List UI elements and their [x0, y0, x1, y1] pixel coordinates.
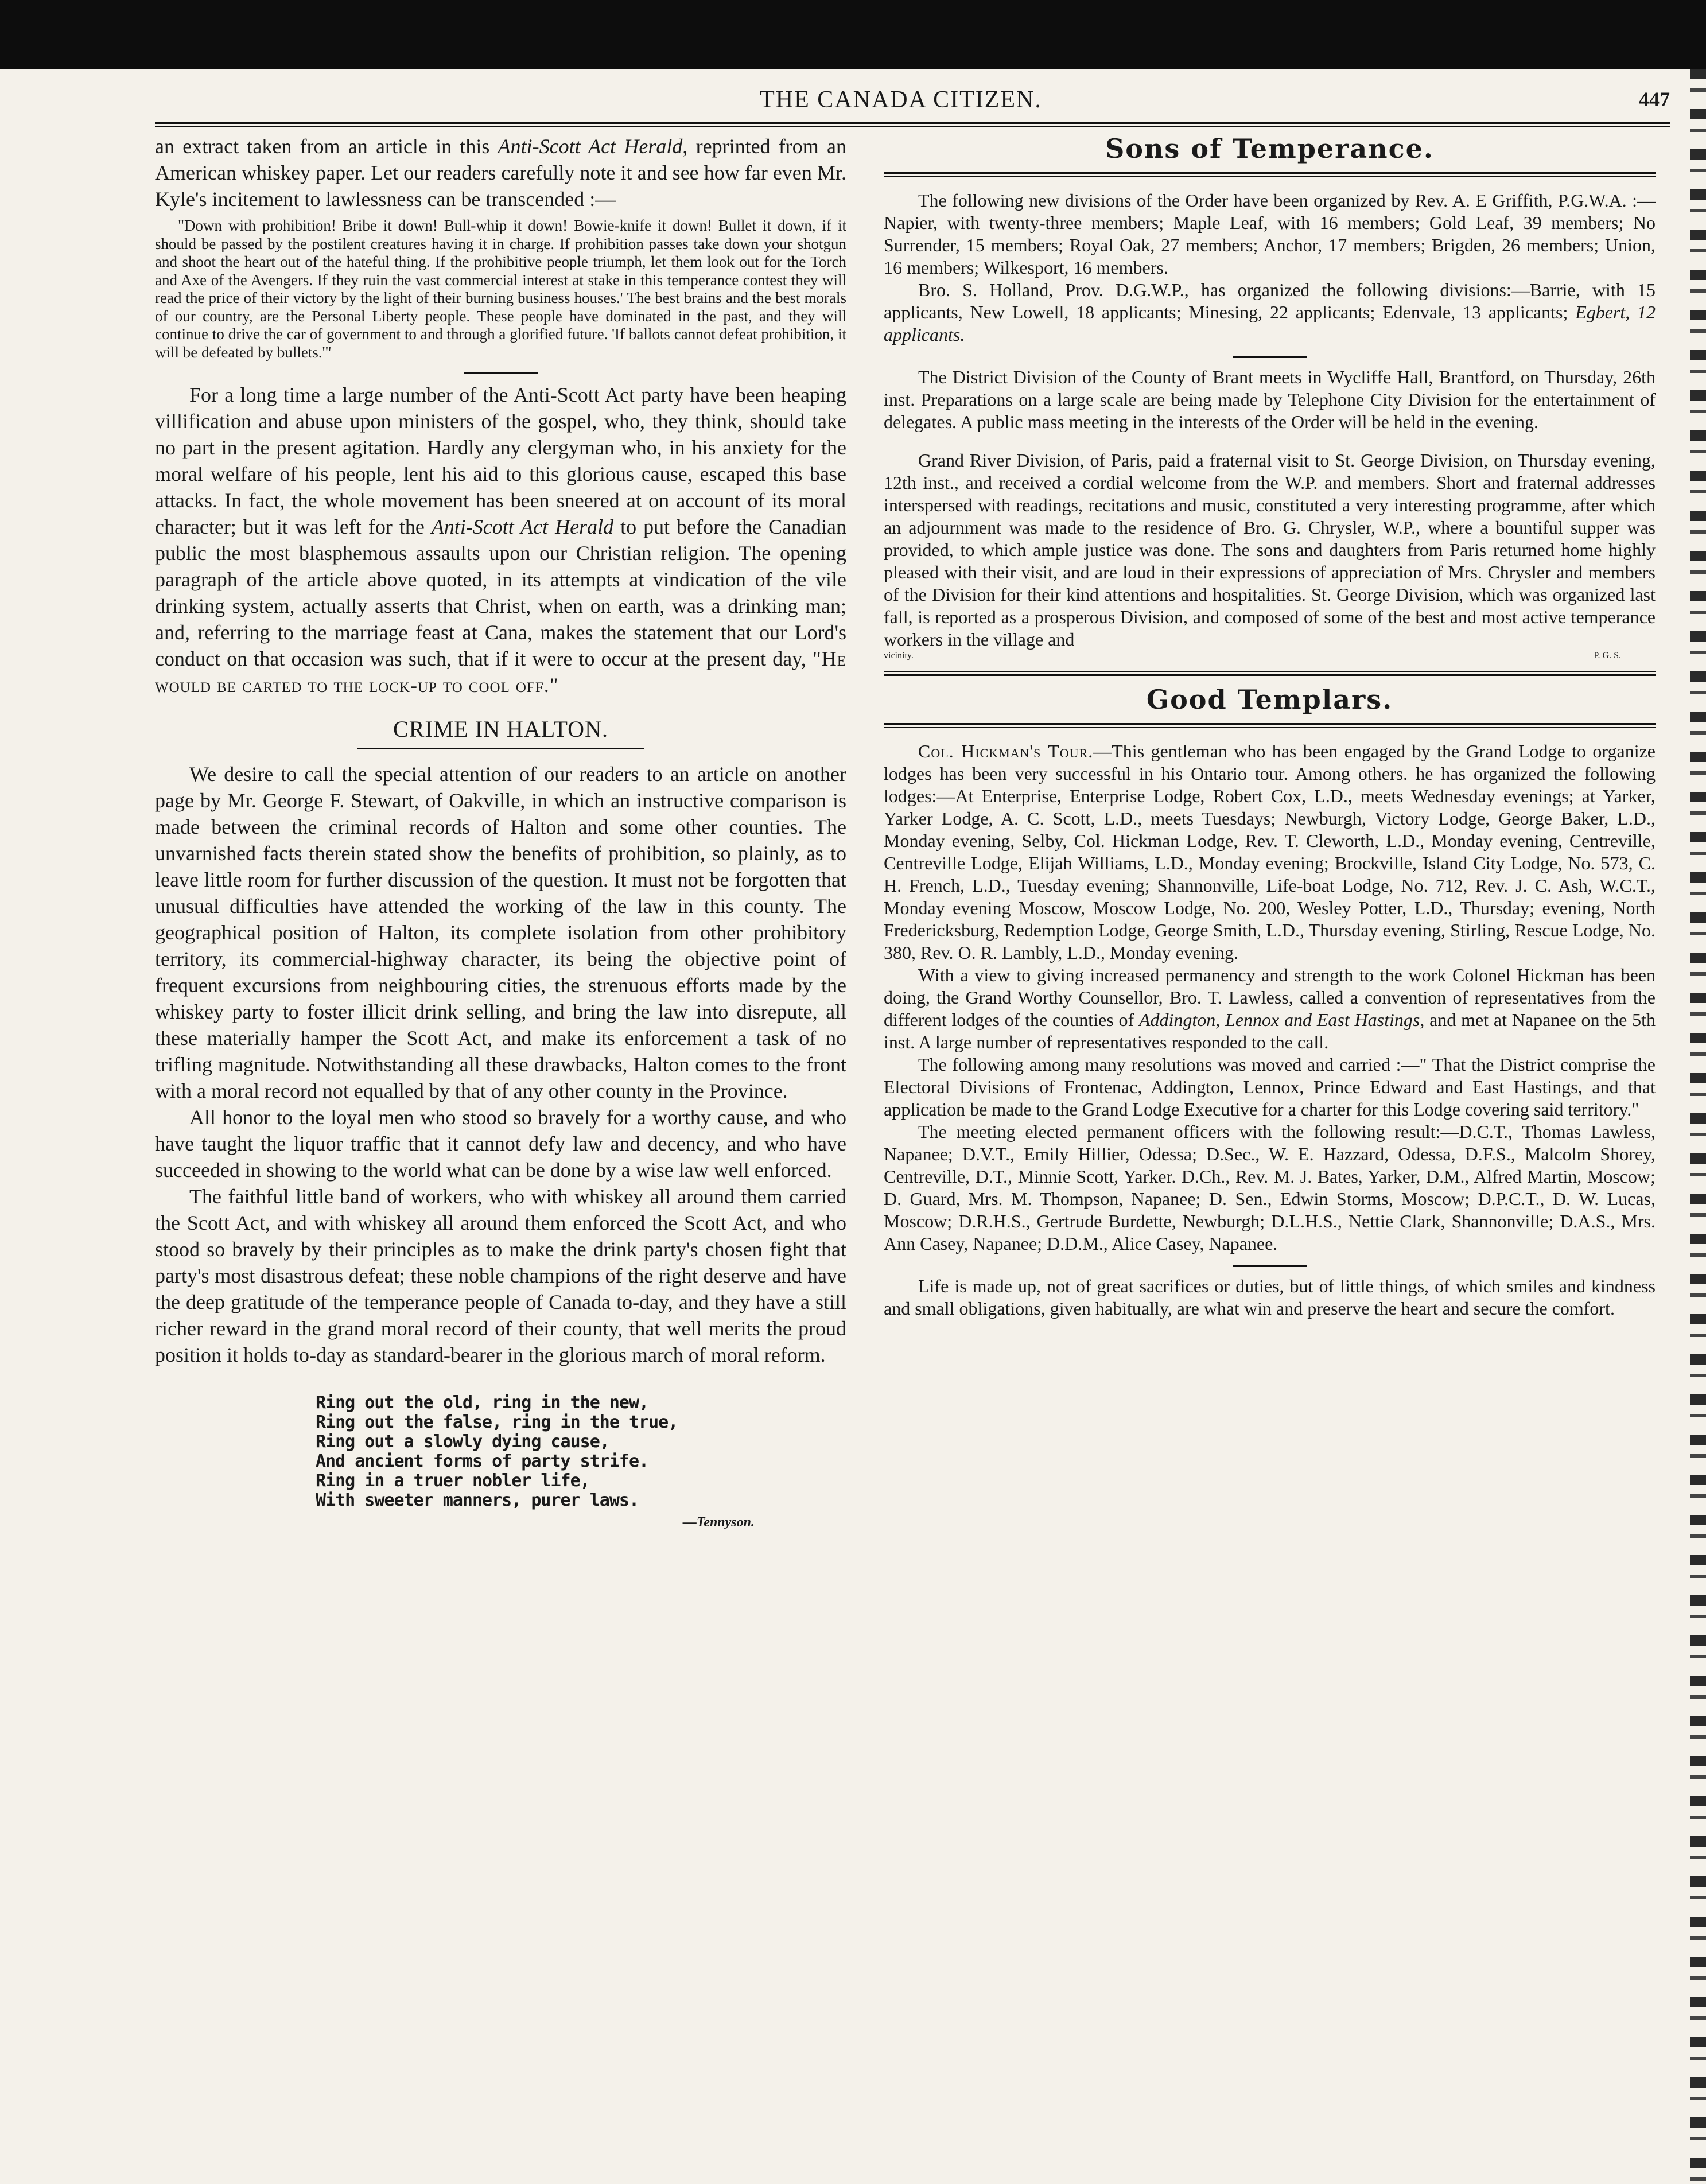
sons-paragraph-4: Grand River Division, of Paris, paid a fraternal visit to St. George Division, on Thursday evening, 12th inst., and received a cordial welcome from the W.P. and members. Short and fraternal addresses interspersed with readings, recitations and music, constituted a very interesting programme, after which an adjournment was made to the residence of Bro. G. Chrysler, W.P., where a bountiful supper was provided, to which ample justice was done. The sons and daughters from Paris returned home highly pleased with their visit, and are loud in their expressions of appreciation of Mrs. Chrysler and members of the Division for their kind attentions and hospitalities. St. George Division, which was organized last fall, is reported as a prosperous Division, and composed of some of the best and most active temperance workers in the village and	[884, 450, 1656, 650]
crime-paragraph-1: We desire to call the special attention of our readers to an article on another page by Mr. George F. Stewart, of Oakville, in which an instructive comparison is made between the criminal records of Halton and some other counties. The unvarnished facts therein stated show the benefits of prohibition, so plainly, as to leave little room for further discussion of the question. It must not be forgotten that unusual difficulties have attended the working of the law in this county. The geographical position of Halton, its complete isolation from other prohibitory territory, its commercial-highway character, its being the objective point of frequent excursions from neighbouring cities, the strenuous efforts made by the whiskey party to foster illicit drink selling, and bring the law into disrepute, all these materially hamper the Scott Act, and make its enforcement a task of no trifling magnitude. Notwithstanding all these drawbacks, Halton comes to the front with a moral record not equalled by that of any other county in the Province.	[155, 763, 846, 1102]
heading-rule	[884, 172, 1656, 177]
crime-paragraph-2: All honor to the loyal men who stood so bravely for a worthy cause, and who have taught the liquor traffic that it cannot defy law and decency, and who have succeeded in showing to the world what can be done by a wise law well enforced.	[155, 1106, 846, 1182]
intro-text: an extract taken from an article in this	[155, 135, 498, 158]
sons-of-temperance-heading: Sons of Temperance.	[1105, 133, 1434, 164]
scan-top-border	[0, 0, 1706, 69]
closing-paragraph: Life is made up, not of great sacrifices or duties, but of little things, of which smiles and kindness and small obligations, given habitually, are what win and preserve the heart and secure the comfort.	[884, 1276, 1656, 1319]
paragraph-text-end: , and met at Napanee on the 5th inst. A large number of representatives responded to the call.	[884, 1009, 1656, 1052]
good-templars-paragraph-3: The following among many resolutions was moved and carried :—" That the District comprise the Electoral Divisions of Frontenac, Addington, Lennox, Prince Edward and East Hastings, and that application be made to the Grand Lodge Executive for a charter for this Lodge covering said territory."	[884, 1054, 1656, 1120]
quoted-phrase: "He would be carted to the lock-up to cool off."	[155, 647, 846, 697]
divider	[464, 372, 538, 374]
scan-right-edge	[1690, 69, 1706, 2184]
signature-line	[884, 651, 1656, 661]
intro-text-end: , reprinted from an American whiskey paper. Let our readers carefully note it and see how far even Mr. Kyle's incitement to lawlessness can be transcended :—	[155, 135, 846, 211]
divider	[1233, 1265, 1307, 1267]
masthead	[155, 86, 1670, 121]
sons-paragraph-3: The District Division of the County of Brant meets in Wycliffe Hall, Brantford, on Thursday, 26th inst. Preparations on a large scale are being made by Telephone City Division for the entertainment of delegates. A public mass meeting in the interests of the Order will be held in the evening.	[884, 367, 1656, 432]
good-templars-heading: Good Templars.	[1146, 684, 1393, 715]
heading-rule	[884, 723, 1656, 728]
divider	[1233, 356, 1307, 358]
paragraph-text-end: to put before the Canadian public the most blasphemous assaults upon our Christian religion. The opening paragraph of the article above quoted, in its attempts at vindication of the vile drinking system, actually asserts that Christ, when on earth, was a drinking man; and, referring to the marriage feast at Cana, makes the statement that our Lord's conduct on that occasion was such, that if it were to occur at the present day,	[155, 515, 846, 670]
poem-line: Ring out the old, ring in the new,	[316, 1393, 649, 1413]
paragraph-text-italic: Addington, Lennox and East Hastings	[1138, 1009, 1420, 1030]
good-templars-paragraph-2	[884, 964, 1656, 1054]
publication-name: Anti-Scott Act Herald	[431, 515, 614, 538]
paragraph-last-word: vicinity.	[884, 651, 914, 660]
heading-underline	[357, 748, 644, 749]
sons-paragraph-1: The following new divisions of the Order have been organized by Rev. A. E Griffith, P.G.W.A. :—Napier, with twenty-three members; Maple Leaf, with 16 members; Gold Leaf, 39 members; No Surrender, 15 members; Royal Oak, 27 members; Anchor, 17 members; Brigden, 26 members; Union, 16 members; Wilkesport, 16 members.	[884, 190, 1656, 278]
good-templars-paragraph-4: The meeting elected permanent officers with the following result:—D.C.T., Thomas Lawless, Napanee; D.V.T., Emily Hillier, Odessa; D.Sec., W. E. Hazzard, Odessa, D.F.S., Malcolm Shorey, Centreville, D.T., Minnie Scott, Yarker. D.Ch., Rev. M. J. Bates, Yarker, D.M., Alfred Martin, Moscow; D. Guard, Mrs. M. Thompson, Napanee; D. Sen., Edwin Storms, Moscow; D.P.C.T., D. W. Lucas, Moscow; D.R.H.S., Gertrude Burdette, Newburgh; D.L.H.S., Nettie Clark, Shannonville; D.A.S., Mrs. Ann Casey, Napanee; D.D.M., Alice Casey, Napanee.	[884, 1121, 1656, 1254]
anti-scott-paragraph	[155, 382, 846, 698]
right-column	[884, 133, 1656, 1320]
heading-rule-top	[884, 671, 1656, 676]
tennyson-poem	[316, 1393, 846, 1510]
poem-line: And ancient forms of party strife.	[316, 1451, 649, 1471]
poem-line: Ring out the false, ring in the true,	[316, 1412, 678, 1432]
good-templars-paragraph-1	[884, 740, 1656, 964]
poem-line: Ring out a slowly dying cause,	[316, 1432, 609, 1452]
intro-paragraph	[155, 133, 846, 212]
signature: P. G. S.	[1594, 651, 1621, 660]
intro-publication: Anti-Scott Act Herald	[498, 135, 683, 158]
paragraph-gap	[884, 433, 1656, 449]
poem-attribution: —Tennyson.	[682, 1515, 755, 1530]
paragraph-text: —This gentleman who has been engaged by the Grand Lodge to organize lodges has been very successful in his Ontario tour. Among others. he has organized the following lodges:—At Enterprise, Enterprise Lodge, Robert Cox, L.D., meets Wednesday evenings; at Yarker, Yarker Lodge, A. C. Scott, L.D., meets Tuesdays; Newburgh, Victory Lodge, George Baker, L.D., Monday evening, Selby, Col. Hickman Lodge, Rev. T. Cleworth, L.D., Monday evening, Centreville, Centreville Lodge, Elijah Williams, L.D., Monday evening; Brockville, Island City Lodge, No. 573, C. H. French, L.D., Tuesday evening; Shannonville, Life-boat Lodge, No. 712, Rev. J. C. Ash, W.C.T., Monday evening Moscow, Moscow Lodge, No. 200, Wesley Potter, L.D., Thursday; evening, North Fredericksburg, Redemption Lodge, George Smith, L.D., Thursday evening, Stirling, Rescue Lodge, No. 380, Rev. O. R. Lambly, L.D., Monday evening.	[884, 741, 1656, 963]
paragraph-text-italic: Egbert, 12 applicants.	[884, 302, 1656, 345]
left-column	[155, 133, 846, 1530]
crime-paragraph-3: The faithful little band of workers, who with whiskey all around them carried the Scott Act, and with whiskey all around them enforced the Scott Act, and who stood so bravely by their principles as to make the drink party's chosen fight that party's most disastrous defeat; these noble champions of the right deserve and have the deep gratitude of the temperance people of Canada to-day, and they have a still richer reward in the grand moral record of their county, that well merits the proud position it holds to-day as standard-bearer in the glorious march of moral reform.	[155, 1185, 846, 1366]
sons-paragraph-2	[884, 279, 1656, 346]
poem-line: With sweeter manners, purer laws.	[316, 1490, 639, 1510]
poem-line: Ring in a truer nobler life,	[316, 1471, 590, 1491]
crime-in-halton-heading: CRIME IN HALTON.	[393, 716, 608, 742]
block-quote: "Down with prohibition! Bribe it down! Bull-whip it down! Bowie-knife it down! Bullet it down, if it should be passed by the postilent creatures having it in charge. If prohibition passes take down your shotgun and shoot the heart out of the hateful thing. If the prohibitive people triumph, let them look out for the Torch and Axe of the Avengers. If they ruin the vast commercial interest at stake in this temperance contest they will read the price of their victory by the light of their burning business houses.' The best brains and the best morals of our country, are the Personal Liberty people. These people have dominated in the past, and they will continue to drive the car of government to and through a glorified future. 'If ballots cannot defeat prohibition, it will be defeated by bullets.'"	[155, 217, 846, 361]
paragraph-text: With a view to giving increased permanency and strength to the work Colonel Hickman has been doing, the Grand Worthy Counsellor, Bro. T. Lawless, called a convention of representatives from the different lodges of the counties of	[884, 965, 1656, 1030]
newspaper-title: THE CANADA CITIZEN.	[760, 87, 1042, 113]
masthead-rule	[155, 122, 1670, 127]
paragraph-lead: Col. Hickman's Tour.	[918, 741, 1094, 761]
paragraph-text: Bro. S. Holland, Prov. D.G.W.P., has organized the following divisions:—Barrie, with 15 applicants, New Lowell, 18 applicants; Minesing, 22 applicants; Edenvale, 13 applicants;	[884, 279, 1656, 322]
paragraph-text: For a long time a large number of the Anti-Scott Act party have been heaping villification and abuse upon ministers of the gospel, who, they think, should take no part in the present agitation. Hardly any clergyman who, in his anxiety for the moral welfare of his people, lent his aid to this glorious cause, escaped this base attacks. In fact, the whole movement has been sneered at on account of its moral character; but it was left for the	[155, 383, 846, 538]
page-number: 447	[1639, 88, 1670, 111]
